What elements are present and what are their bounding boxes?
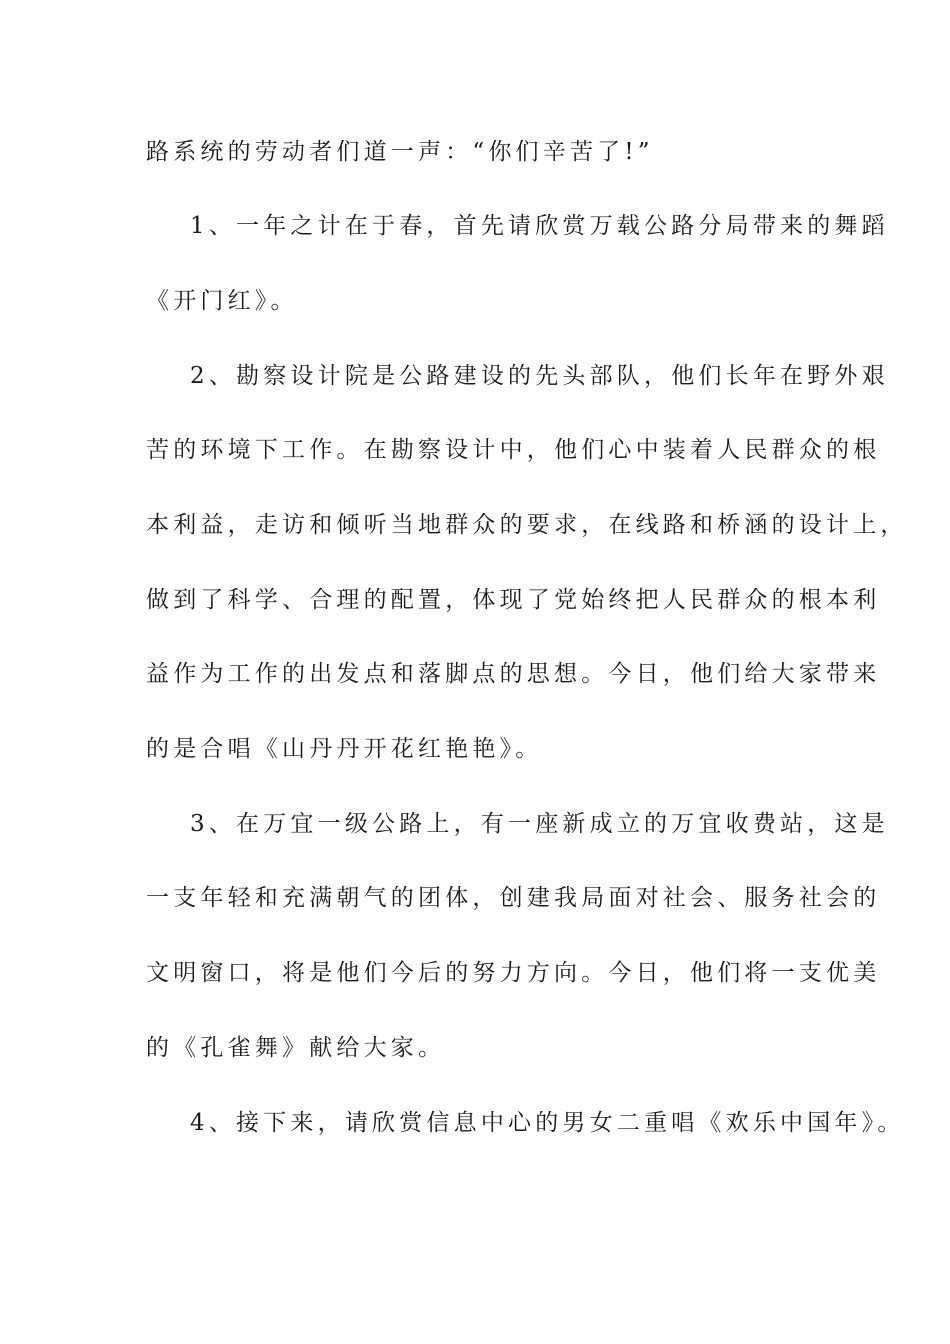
paragraph-2-line: 2、勘察设计院是公路建设的先头部队，他们长年在野外艰	[190, 363, 889, 389]
text-line: 文明窗口，将是他们今后的努力方向。今日，他们将一支优美	[146, 960, 881, 986]
text-line: 路系统的劳动者们道一声：“你们辛苦了!”	[146, 139, 654, 165]
paragraph-1-line: 1、一年之计在于春，首先请欣赏万载公路分局带来的舞蹈	[190, 213, 889, 239]
text-line: 本利益，走访和倾听当地群众的要求，在线路和桥涵的设计上，	[146, 512, 908, 538]
text-line: 一支年轻和充满朝气的团体，创建我局面对社会、服务社会的	[146, 885, 881, 911]
paragraph-3-line: 3、在万宜一级公路上，有一座新成立的万宜收费站，这是	[190, 811, 889, 837]
text-line: 益作为工作的出发点和落脚点的思想。今日，他们给大家带来	[146, 661, 881, 687]
text-line: 的《孔雀舞》献给大家。	[146, 1035, 446, 1061]
text-line: 苦的环境下工作。在勘察设计中，他们心中装着人民群众的根	[146, 437, 881, 463]
paragraph-4-line: 4、接下来，请欣赏信息中心的男女二重唱《欢乐中国年》。	[190, 1110, 905, 1136]
text-line: 做到了科学、合理的配置，体现了党始终把人民群众的根本利	[146, 587, 881, 613]
text-line: 《开门红》。	[146, 288, 298, 314]
text-line: 的是合唱《山丹丹开花红艳艳》。	[146, 736, 543, 762]
